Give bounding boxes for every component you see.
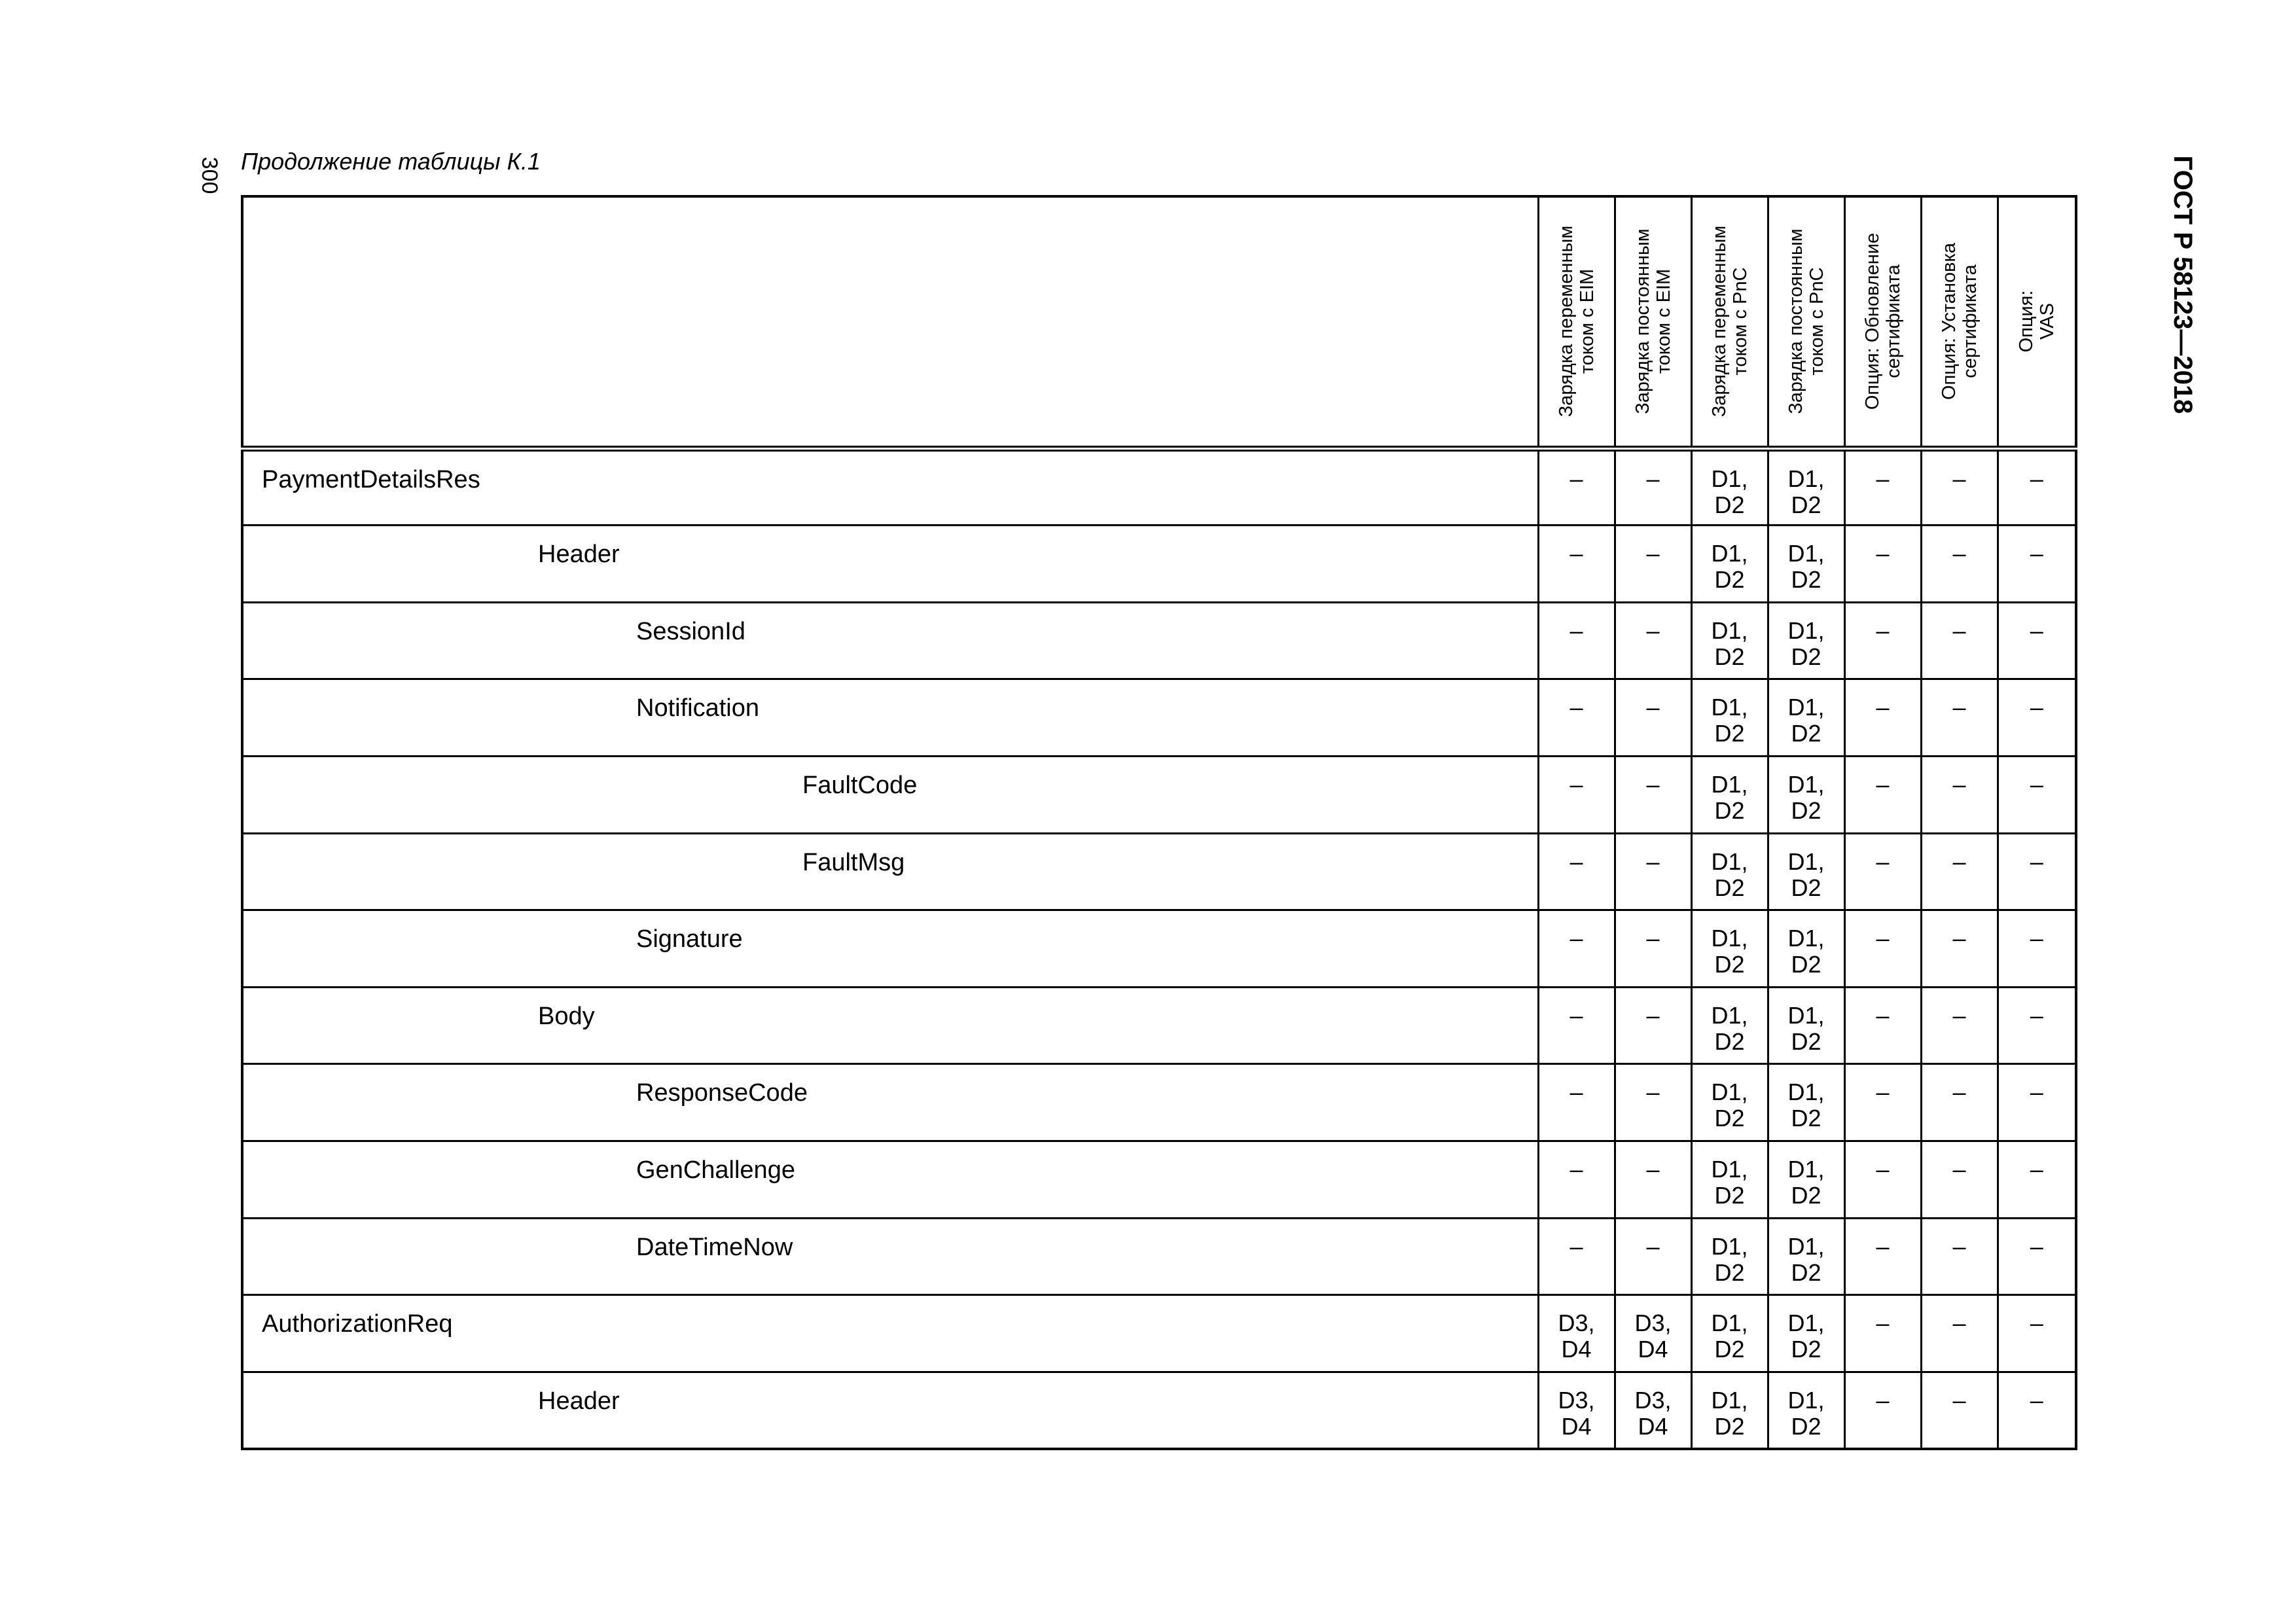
cell-value: – bbox=[1952, 1386, 1966, 1414]
element-name-cell bbox=[242, 833, 1538, 910]
cell-value: – bbox=[1570, 540, 1583, 567]
value-cell bbox=[1538, 1372, 1615, 1449]
cell-value: D3, D4 bbox=[1634, 1310, 1672, 1363]
value-cell bbox=[1998, 833, 2076, 910]
cell-value: D1, D2 bbox=[1787, 1079, 1825, 1132]
element-name-cell bbox=[242, 448, 1538, 526]
value-cell bbox=[1844, 910, 1921, 988]
value-cell bbox=[1998, 526, 2076, 603]
element-name-cell bbox=[242, 987, 1538, 1064]
value-cell bbox=[1615, 987, 1691, 1064]
cell-value: D1, D2 bbox=[1711, 1155, 1748, 1209]
cell-value: D1, D2 bbox=[1787, 925, 1825, 978]
value-cell bbox=[1844, 1064, 1921, 1141]
cell-value: D1, D2 bbox=[1787, 770, 1825, 824]
element-name-cell bbox=[242, 602, 1538, 679]
cell-value: – bbox=[1876, 540, 1890, 567]
column-header-label: Зарядка постоянным током с EIM bbox=[1632, 228, 1674, 415]
value-cell bbox=[1615, 602, 1691, 679]
cell-value: – bbox=[1646, 770, 1660, 798]
column-header-cert-update bbox=[1844, 196, 1921, 448]
cell-value: D1, D2 bbox=[1787, 1232, 1825, 1286]
value-cell bbox=[1768, 910, 1844, 988]
cell-value: D1, D2 bbox=[1711, 925, 1748, 978]
table-row bbox=[242, 1218, 2076, 1295]
value-cell bbox=[1921, 987, 1998, 1064]
value-cell bbox=[1615, 448, 1691, 526]
cell-value: – bbox=[1570, 925, 1583, 952]
value-cell bbox=[1538, 448, 1615, 526]
cell-value: – bbox=[1952, 540, 1966, 567]
cell-value: – bbox=[1952, 1079, 1966, 1106]
cell-value: D3, D4 bbox=[1634, 1386, 1672, 1440]
value-cell bbox=[1921, 1372, 1998, 1449]
value-cell bbox=[1615, 526, 1691, 603]
cell-value: – bbox=[2030, 1079, 2043, 1106]
element-name-cell bbox=[242, 756, 1538, 833]
cell-value: – bbox=[1646, 925, 1660, 952]
cell-value: – bbox=[2030, 925, 2043, 952]
column-header-dc-eim bbox=[1615, 196, 1691, 448]
value-cell bbox=[1998, 756, 2076, 833]
cell-value: D1, D2 bbox=[1711, 465, 1748, 518]
cell-value: D1, D2 bbox=[1711, 540, 1748, 594]
table-row bbox=[242, 1064, 2076, 1141]
cell-value: D1, D2 bbox=[1711, 1079, 1748, 1132]
cell-value: – bbox=[1952, 1232, 1966, 1260]
cell-value: – bbox=[2030, 1001, 2043, 1029]
cell-value: – bbox=[2030, 1155, 2043, 1183]
cell-value: – bbox=[1646, 1079, 1660, 1106]
value-cell bbox=[1691, 1141, 1768, 1218]
value-cell bbox=[1844, 679, 1921, 757]
value-cell bbox=[1691, 448, 1768, 526]
value-cell bbox=[1615, 833, 1691, 910]
cell-value: – bbox=[1952, 616, 1966, 644]
element-name: PaymentDetailsRes bbox=[262, 465, 480, 493]
value-cell bbox=[1691, 602, 1768, 679]
element-name-cell bbox=[242, 679, 1538, 757]
requirements-table bbox=[241, 195, 2077, 1450]
value-cell bbox=[1615, 1064, 1691, 1141]
value-cell bbox=[1691, 1064, 1768, 1141]
column-header-label: Опция: Установка сертификата bbox=[1938, 243, 1981, 401]
value-cell bbox=[1921, 833, 1998, 910]
table-row bbox=[242, 1295, 2076, 1372]
value-cell bbox=[1615, 1141, 1691, 1218]
cell-value: – bbox=[1570, 616, 1583, 644]
value-cell bbox=[1768, 833, 1844, 910]
cell-value: D1, D2 bbox=[1711, 847, 1748, 901]
value-cell bbox=[1844, 448, 1921, 526]
element-name: FaultCode bbox=[802, 771, 918, 799]
cell-value: D3, D4 bbox=[1558, 1386, 1595, 1440]
cell-value: – bbox=[2030, 770, 2043, 798]
cell-value: – bbox=[2030, 694, 2043, 721]
value-cell bbox=[1768, 526, 1844, 603]
column-header-ac-eim bbox=[1538, 196, 1615, 448]
value-cell bbox=[1921, 526, 1998, 603]
cell-value: – bbox=[1646, 847, 1660, 875]
cell-value: – bbox=[1646, 1232, 1660, 1260]
value-cell bbox=[1538, 1218, 1615, 1295]
value-cell bbox=[1691, 910, 1768, 988]
value-cell bbox=[1768, 756, 1844, 833]
column-header-cert-install bbox=[1921, 196, 1998, 448]
cell-value: – bbox=[1646, 616, 1660, 644]
page-number: 300 bbox=[197, 156, 223, 194]
element-name-cell bbox=[242, 1218, 1538, 1295]
cell-value: – bbox=[1952, 1310, 1966, 1337]
cell-value: – bbox=[2030, 540, 2043, 567]
value-cell bbox=[1998, 1218, 2076, 1295]
column-header-dc-pnc bbox=[1768, 196, 1844, 448]
cell-value: – bbox=[1876, 694, 1890, 721]
cell-value: D1, D2 bbox=[1787, 1386, 1825, 1440]
element-name-cell bbox=[242, 1372, 1538, 1449]
table-row bbox=[242, 910, 2076, 988]
value-cell bbox=[1615, 1218, 1691, 1295]
element-name: DateTimeNow bbox=[636, 1233, 793, 1261]
value-cell bbox=[1538, 1064, 1615, 1141]
cell-value: – bbox=[1876, 1310, 1890, 1337]
value-cell bbox=[1844, 1218, 1921, 1295]
value-cell bbox=[1538, 910, 1615, 988]
cell-value: D1, D2 bbox=[1787, 616, 1825, 670]
element-name-cell bbox=[242, 910, 1538, 988]
value-cell bbox=[1691, 526, 1768, 603]
cell-value: D1, D2 bbox=[1787, 465, 1825, 518]
value-cell bbox=[1538, 833, 1615, 910]
cell-value: – bbox=[1876, 1001, 1890, 1029]
value-cell bbox=[1921, 1218, 1998, 1295]
value-cell bbox=[1691, 1372, 1768, 1449]
cell-value: D1, D2 bbox=[1711, 1310, 1748, 1363]
element-name: Header bbox=[538, 541, 620, 569]
cell-value: – bbox=[1876, 616, 1890, 644]
table-caption: Продолжение таблицы К.1 bbox=[241, 148, 541, 175]
table-body bbox=[242, 448, 2076, 1449]
value-cell bbox=[1921, 602, 1998, 679]
table-row bbox=[242, 833, 2076, 910]
value-cell bbox=[1844, 602, 1921, 679]
value-cell bbox=[1615, 679, 1691, 757]
element-name: AuthorizationReq bbox=[262, 1310, 453, 1338]
document-code: ГОСТ Р 58123—2018 bbox=[2168, 155, 2198, 414]
cell-value: – bbox=[1646, 1001, 1660, 1029]
value-cell bbox=[1691, 679, 1768, 757]
value-cell bbox=[1844, 1141, 1921, 1218]
element-name: ResponseCode bbox=[636, 1079, 808, 1107]
cell-value: – bbox=[1646, 465, 1660, 492]
value-cell bbox=[1615, 1372, 1691, 1449]
value-cell bbox=[1691, 833, 1768, 910]
column-header-label: Опция: VAS bbox=[2015, 290, 2058, 353]
value-cell bbox=[1844, 833, 1921, 910]
value-cell bbox=[1768, 1372, 1844, 1449]
value-cell bbox=[1921, 910, 1998, 988]
value-cell bbox=[1921, 1295, 1998, 1372]
table-row bbox=[242, 1372, 2076, 1449]
value-cell bbox=[1921, 1064, 1998, 1141]
cell-value: D1, D2 bbox=[1711, 616, 1748, 670]
cell-value: – bbox=[1570, 1232, 1583, 1260]
cell-value: – bbox=[1570, 1155, 1583, 1183]
cell-value: – bbox=[1570, 847, 1583, 875]
cell-value: – bbox=[1570, 465, 1583, 492]
cell-value: – bbox=[2030, 1310, 2043, 1337]
header-name-cell bbox=[242, 196, 1538, 448]
element-name: FaultMsg bbox=[802, 848, 905, 876]
table-row bbox=[242, 679, 2076, 757]
value-cell bbox=[1538, 602, 1615, 679]
value-cell bbox=[1921, 756, 1998, 833]
value-cell bbox=[1921, 448, 1998, 526]
element-name-cell bbox=[242, 1295, 1538, 1372]
cell-value: – bbox=[1952, 847, 1966, 875]
element-name-cell bbox=[242, 1064, 1538, 1141]
cell-value: – bbox=[1876, 1155, 1890, 1183]
cell-value: D1, D2 bbox=[1787, 1001, 1825, 1055]
value-cell bbox=[1691, 756, 1768, 833]
cell-value: – bbox=[1570, 1001, 1583, 1029]
cell-value: – bbox=[2030, 1232, 2043, 1260]
cell-value: – bbox=[2030, 465, 2043, 492]
value-cell bbox=[1768, 1295, 1844, 1372]
cell-value: – bbox=[2030, 1386, 2043, 1414]
column-header-label: Опция: Обновление сертификата bbox=[1861, 233, 1904, 410]
cell-value: D3, D4 bbox=[1558, 1310, 1595, 1363]
element-name: Notification bbox=[636, 694, 759, 722]
value-cell bbox=[1538, 756, 1615, 833]
cell-value: – bbox=[1876, 770, 1890, 798]
value-cell bbox=[1768, 1218, 1844, 1295]
cell-value: – bbox=[1952, 1001, 1966, 1029]
value-cell bbox=[1998, 679, 2076, 757]
column-header-label: Зарядка переменным током с PnC bbox=[1708, 225, 1751, 418]
cell-value: – bbox=[1876, 1232, 1890, 1260]
cell-value: D1, D2 bbox=[1787, 1155, 1825, 1209]
cell-value: – bbox=[1876, 925, 1890, 952]
column-header-label: Зарядка переменным током с EIM bbox=[1555, 225, 1598, 418]
value-cell bbox=[1998, 910, 2076, 988]
value-cell bbox=[1998, 1295, 2076, 1372]
value-cell bbox=[1538, 987, 1615, 1064]
value-cell bbox=[1538, 1295, 1615, 1372]
value-cell bbox=[1998, 987, 2076, 1064]
cell-value: – bbox=[1876, 465, 1890, 492]
table-row bbox=[242, 987, 2076, 1064]
cell-value: D1, D2 bbox=[1711, 1232, 1748, 1286]
value-cell bbox=[1691, 987, 1768, 1064]
cell-value: – bbox=[1876, 1079, 1890, 1106]
column-header-label: Зарядка постоянным током с PnC bbox=[1785, 228, 1827, 415]
cell-value: – bbox=[1570, 694, 1583, 721]
value-cell bbox=[1998, 1141, 2076, 1218]
value-cell bbox=[1768, 602, 1844, 679]
element-name: SessionId bbox=[636, 617, 745, 645]
value-cell bbox=[1538, 1141, 1615, 1218]
table-row bbox=[242, 756, 2076, 833]
cell-value: – bbox=[1876, 847, 1890, 875]
value-cell bbox=[1691, 1218, 1768, 1295]
value-cell bbox=[1691, 1295, 1768, 1372]
element-name-cell bbox=[242, 1141, 1538, 1218]
cell-value: – bbox=[1876, 1386, 1890, 1414]
value-cell bbox=[1921, 679, 1998, 757]
cell-value: D1, D2 bbox=[1787, 847, 1825, 901]
column-header-vas bbox=[1998, 196, 2076, 448]
cell-value: D1, D2 bbox=[1787, 540, 1825, 594]
value-cell bbox=[1768, 679, 1844, 757]
value-cell bbox=[1615, 910, 1691, 988]
value-cell bbox=[1615, 756, 1691, 833]
cell-value: – bbox=[1952, 1155, 1966, 1183]
cell-value: – bbox=[1952, 770, 1966, 798]
value-cell bbox=[1998, 1064, 2076, 1141]
cell-value: D1, D2 bbox=[1711, 770, 1748, 824]
value-cell bbox=[1844, 756, 1921, 833]
value-cell bbox=[1538, 679, 1615, 757]
element-name-cell bbox=[242, 526, 1538, 603]
value-cell bbox=[1768, 1064, 1844, 1141]
value-cell bbox=[1538, 526, 1615, 603]
cell-value: – bbox=[1646, 540, 1660, 567]
table-row bbox=[242, 526, 2076, 603]
value-cell bbox=[1921, 1141, 1998, 1218]
cell-value: – bbox=[1952, 465, 1966, 492]
element-name: Body bbox=[538, 1002, 595, 1030]
value-cell bbox=[1768, 448, 1844, 526]
cell-value: D1, D2 bbox=[1787, 1310, 1825, 1363]
cell-value: – bbox=[1646, 694, 1660, 721]
value-cell bbox=[1844, 1295, 1921, 1372]
value-cell bbox=[1844, 526, 1921, 603]
table-row bbox=[242, 448, 2076, 526]
element-name: Signature bbox=[636, 925, 743, 954]
value-cell bbox=[1998, 1372, 2076, 1449]
column-header-ac-pnc bbox=[1691, 196, 1768, 448]
cell-value: – bbox=[2030, 847, 2043, 875]
element-name: Header bbox=[538, 1387, 620, 1415]
cell-value: – bbox=[2030, 616, 2043, 644]
value-cell bbox=[1844, 987, 1921, 1064]
value-cell bbox=[1998, 448, 2076, 526]
value-cell bbox=[1768, 987, 1844, 1064]
value-cell bbox=[1844, 1372, 1921, 1449]
cell-value: D1, D2 bbox=[1787, 694, 1825, 747]
cell-value: – bbox=[1952, 925, 1966, 952]
cell-value: D1, D2 bbox=[1711, 1386, 1748, 1440]
cell-value: – bbox=[1646, 1155, 1660, 1183]
cell-value: D1, D2 bbox=[1711, 1001, 1748, 1055]
table-header-row bbox=[242, 196, 2076, 448]
cell-value: D1, D2 bbox=[1711, 694, 1748, 747]
table-row bbox=[242, 1141, 2076, 1218]
cell-value: – bbox=[1570, 770, 1583, 798]
table-row bbox=[242, 602, 2076, 679]
cell-value: – bbox=[1952, 694, 1966, 721]
value-cell bbox=[1768, 1141, 1844, 1218]
cell-value: – bbox=[1570, 1079, 1583, 1106]
value-cell bbox=[1615, 1295, 1691, 1372]
value-cell bbox=[1998, 602, 2076, 679]
element-name: GenChallenge bbox=[636, 1156, 795, 1184]
